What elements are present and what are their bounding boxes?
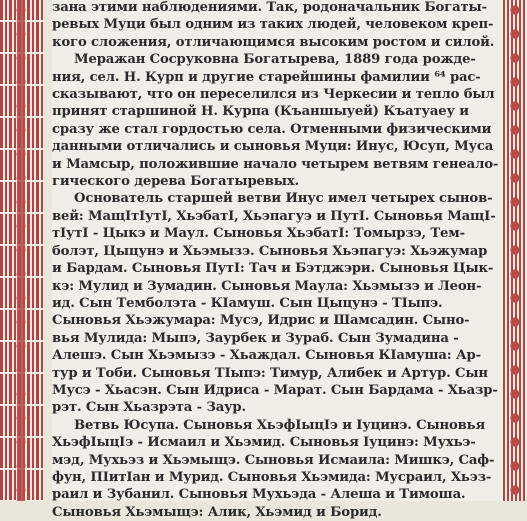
text-line: кэ: Мулид и Зумадин. Сыновья Маула: Хьэмызэ и Леон- — [52, 278, 482, 294]
text-line: сказывают, что он переселился из Черкесии и тепло был — [52, 87, 495, 103]
text-line: принят старшиной Н. Курпа (Къаншыуей) Къатуаеу и — [52, 104, 469, 120]
text-line: рэт. Сын Хьазрэта - Заур. — [52, 400, 246, 416]
document-page — [52, 0, 503, 520]
text-line: ХьэфIыцIэ - Исмаил и Хьэмид. Сыновья Iуцинэ: Мухьэ- — [52, 435, 476, 451]
ornamental-border-left — [0, 0, 44, 501]
text-line: Ветвь Юсупа. Сыновья ХьэфIыцIэ и Iуцинэ. Сыновья — [74, 417, 486, 433]
text-line: зана этими наблюдениями. Так, родоначальник Богаты- — [52, 0, 487, 15]
ornamental-border-right — [503, 0, 527, 501]
text-line: Основатель старшей ветви Инус имел четырех сынов- — [74, 191, 493, 207]
ornament-pattern-left — [6, 0, 36, 501]
text-line: ревых Муци был одним из таких людей, человеком креп- — [52, 17, 494, 33]
text-line: раил и Зубанил. Сыновья Мухьэда - Алеша и Тимоша. — [52, 487, 466, 503]
text-line: мэд, Мухьэз и Хьэмыщэ. Сыновья Исмаила: Мишкэ, Саф- — [52, 452, 495, 468]
text-line: Меражан Сосруковна Богатырева, 1889 года рожде- — [74, 52, 476, 68]
text-line: болэт, Цыцунэ и Хьэмызэ. Сыновья Хьэпагуэ: Хьэжумар — [52, 243, 488, 259]
text-line: и Бардам. Сыновья ПутI: Тач и Бэтджэри. Сыновья Цык- — [52, 261, 494, 277]
text-line: Сыновья Хьэмыщэ: Алик, Хьэмид и Борид. — [52, 504, 382, 520]
text-line: ид. Сын Темболэта - КIамуш. Сын Цыцунэ - ТIыпэ. — [52, 295, 443, 311]
text-line: ния, сел. Н. Курп и другие старейшины фамилии ⁶⁴ рас- — [52, 69, 481, 85]
text-line: вей: МащIтIутI, ХьэбатI, Хьэпагуэ и ПутI. Сыновья МащI- — [52, 208, 496, 224]
text-line: Сыновья Хьэжумара: Мусэ, Идрис и Шамсадин. Сыно- — [52, 313, 470, 329]
text-line: фун, ПIитIан и Мурид. Сыновья Хьэмида: Мусраил, Хьэз- — [52, 469, 492, 485]
text-line: Мусэ - Хьасэн. Сын Идриса - Марат. Сын Бардама - Хьазр- — [52, 382, 498, 398]
text-line: данными отличались и сыновья Муци: Инус, Юсуп, Муса — [52, 139, 494, 155]
text-line: кого сложения, отличающимся высоким ростом и силой. — [52, 34, 495, 50]
text-line: гического дерева Богатыревых. — [52, 174, 299, 190]
text-line: и Мамсыр, положившие начало четырем ветвям генеало- — [52, 156, 499, 172]
text-line: вья Мулида: Мыпэ, Заурбек и Зураб. Сын Зумадина - — [52, 330, 459, 346]
text-line: Алешэ. Сын Хьэмызэ - Хьаждал. Сыновья КIамуша: Ар- — [52, 348, 481, 364]
text-line: тур и Тоби. Сыновья ТIыпэ: Тимур, Алибек и Артур. Сын — [52, 365, 488, 381]
text-line: сразу же стал гордостью села. Отменными физическими — [52, 121, 492, 137]
text-line: тIутI - Цыкэ и Маул. Сыновья ХьэбатI: Томырзэ, Тем- — [52, 226, 465, 242]
body-text — [52, 0, 503, 521]
